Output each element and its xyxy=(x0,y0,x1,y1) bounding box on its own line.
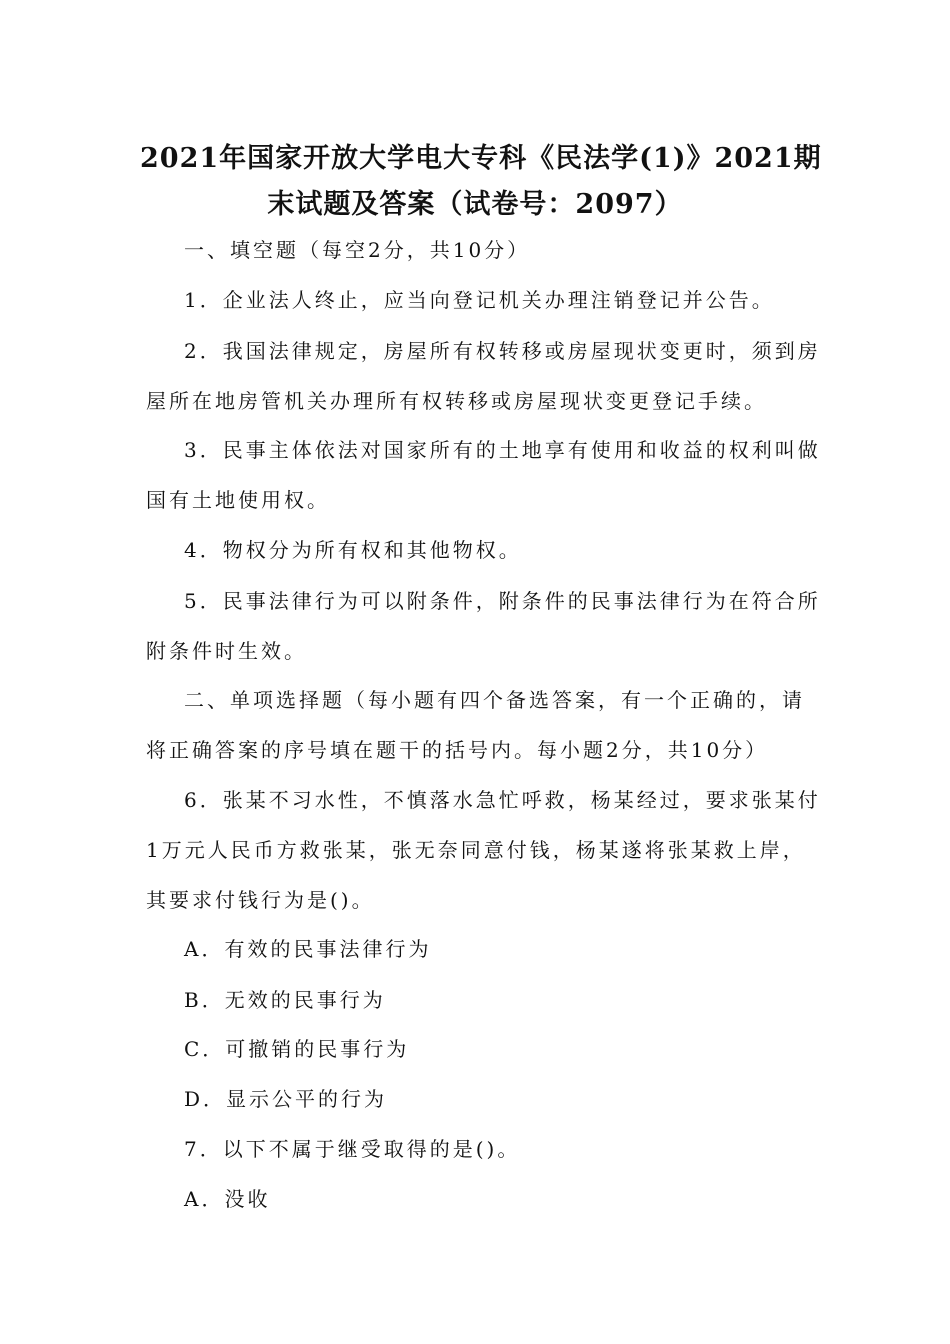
section-2-heading-line-1: 二、单项选择题（每小题有四个备选答案，有一个正确的，请 xyxy=(184,688,805,712)
question-6-option-c: C．可撤销的民事行为 xyxy=(184,1037,410,1061)
question-6-line-3: 其要求付钱行为是()。 xyxy=(146,888,375,912)
question-5-line-1: 5．民事法律行为可以附条件，附条件的民事法律行为在符合所 xyxy=(184,589,821,613)
question-7-option-a: A．没收 xyxy=(184,1187,271,1211)
section-2-heading-line-2: 将正确答案的序号填在题干的括号内。每小题2分，共10分） xyxy=(146,738,769,762)
question-1: 1．企业法人终止，应当向登记机关办理注销登记并公告。 xyxy=(184,288,775,312)
document-title-line-1: 2021年国家开放大学电大专科《民法学(1)》2021期 xyxy=(140,143,822,174)
question-6-option-b: B．无效的民事行为 xyxy=(184,988,386,1012)
question-3-line-2: 国有土地使用权。 xyxy=(146,488,330,512)
question-2-line-1: 2．我国法律规定，房屋所有权转移或房屋现状变更时，须到房 xyxy=(184,339,821,363)
question-6-option-a: A．有效的民事法律行为 xyxy=(184,937,432,961)
section-1-heading: 一、填空题（每空2分，共10分） xyxy=(184,238,531,262)
question-6-option-d: D．显示公平的行为 xyxy=(184,1087,388,1111)
question-4: 4．物权分为所有权和其他物权。 xyxy=(184,538,522,562)
question-5-line-2: 附条件时生效。 xyxy=(146,639,307,663)
question-6-line-1: 6．张某不习水性，不慎落水急忙呼救，杨某经过，要求张某付 xyxy=(184,788,821,812)
question-3-line-1: 3．民事主体依法对国家所有的土地享有使用和收益的权利叫做 xyxy=(184,438,821,462)
document-title-line-2: 末试题及答案（试卷号：2097） xyxy=(267,189,683,220)
question-7: 7．以下不属于继受取得的是()。 xyxy=(184,1137,521,1161)
question-6-line-2: 1万元人民币方救张某，张无奈同意付钱，杨某遂将张某救上岸， xyxy=(146,838,806,862)
question-2-line-2: 屋所在地房管机关办理所有权转移或房屋现状变更登记手续。 xyxy=(146,389,767,413)
